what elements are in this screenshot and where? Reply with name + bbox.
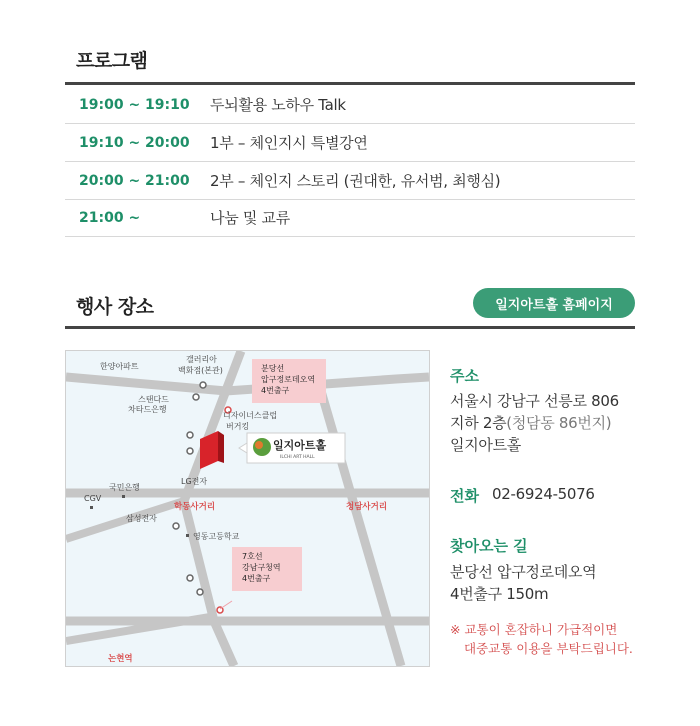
- venue-title: 행사 장소: [76, 296, 154, 318]
- program-time: 20:00 ~ 21:00: [79, 172, 190, 189]
- map-logo-subtext: ILCHI ART HALL: [280, 455, 315, 460]
- program-time: 21:00 ~: [79, 209, 141, 226]
- address-text: [450, 390, 619, 456]
- venue-rule: [65, 326, 635, 329]
- map-label-hakdong: 학동사거리: [174, 502, 216, 512]
- directions-text: [450, 561, 596, 605]
- table-row: [65, 86, 635, 124]
- homepage-button[interactable]: 일지아트홀 홈페이지: [473, 288, 635, 318]
- program-time: 19:10 ~ 20:00: [79, 134, 190, 151]
- map-label-cheongdam: 청담사거리: [346, 502, 388, 512]
- map-label-lg: LG전자: [181, 477, 208, 486]
- map-label-standard-sub: 차타드은행: [128, 405, 167, 414]
- table-row: [65, 124, 635, 162]
- address-lot: (청담동 86번지): [506, 414, 612, 432]
- map-callout-line7: 7호선: [242, 552, 263, 561]
- map-logo-text: 일지아트홀: [273, 439, 327, 452]
- program-rule: [65, 82, 635, 85]
- map-label-samsung: 삼성전자: [126, 514, 157, 523]
- program-desc: 나눔 및 교류: [210, 209, 290, 227]
- phone-label: 전화: [450, 487, 479, 505]
- address-label: 주소: [450, 367, 479, 385]
- map-label-galleria: 갤러리아: [186, 355, 217, 364]
- directions-line2: 4번출구 150m: [450, 585, 549, 603]
- notice-line2: 대중교통 이용을 부탁드립니다.: [464, 641, 633, 656]
- address-floor: 지하 2층: [450, 414, 507, 432]
- phone-number: 02-6924-5076: [492, 485, 595, 503]
- map-label-nonhyeon: 논현역: [108, 654, 133, 664]
- program-title: 프로그램: [76, 50, 148, 72]
- map-label-youngdong: 영동고등학교: [193, 532, 240, 541]
- map-callout-line7-station: 강남구청역: [242, 563, 281, 572]
- table-row: [65, 199, 635, 237]
- location-map: [65, 350, 430, 667]
- program-desc: 2부 – 체인지 스토리 (권대한, 유서범, 최행심): [210, 172, 501, 190]
- program-desc: 두뇌활용 노하우 Talk: [210, 96, 346, 114]
- program-time: 19:00 ~ 19:10: [79, 96, 190, 113]
- directions-label: 찾아오는 길: [450, 537, 528, 555]
- program-desc: 1부 – 체인지시 특별강연: [210, 134, 368, 152]
- map-callout-bundang-exit: 4번출구: [261, 386, 290, 395]
- map-callout-bundang-station: 압구정로데오역: [261, 375, 316, 384]
- traffic-notice: [450, 620, 633, 658]
- notice-line1: ※ 교통이 혼잡하니 가급적이면: [450, 622, 618, 637]
- address-line3: 일지아트홀: [450, 436, 521, 454]
- map-label-standard: 스탠다드: [138, 395, 169, 404]
- map-label-designers: 디자이너스클럽: [223, 411, 278, 420]
- map-label-cgv: CGV: [84, 494, 102, 503]
- table-row: [65, 162, 635, 200]
- map-label-kookmin: 국민은행: [109, 483, 140, 492]
- map-callout-line7-exit: 4번출구: [242, 574, 271, 583]
- address-line1: 서울시 강남구 선릉로 806: [450, 392, 619, 410]
- map-callout-bundang: 분당선: [261, 364, 285, 373]
- directions-line1: 분당선 압구정로데오역: [450, 563, 597, 581]
- map-label-galleria-sub: 백화점(본관): [178, 366, 223, 375]
- address-line2: [450, 412, 619, 434]
- map-label-burgerking: 버거킹: [226, 422, 250, 431]
- map-label-hanyang: 한양아파트: [100, 362, 139, 371]
